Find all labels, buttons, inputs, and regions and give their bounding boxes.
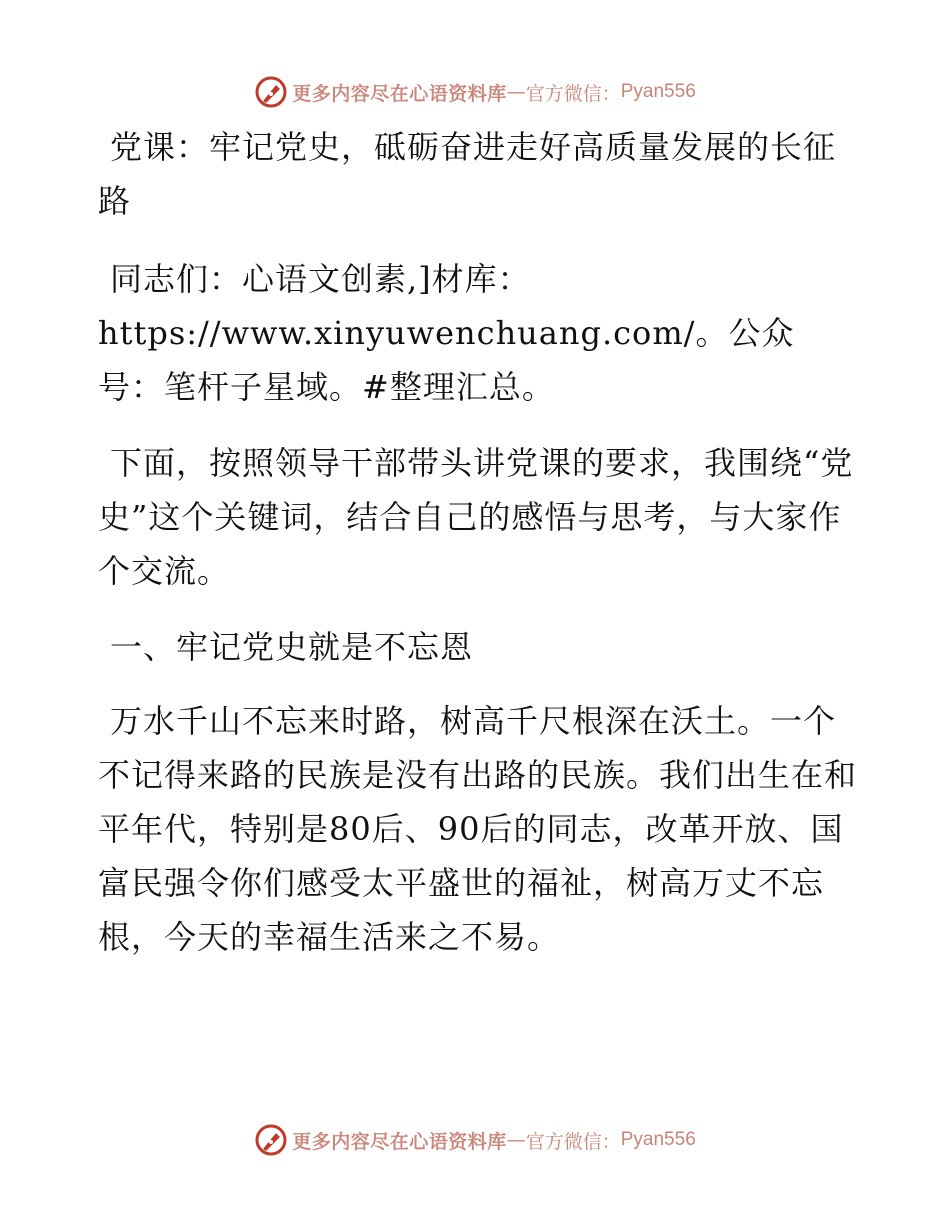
pen-nib-logo-icon — [254, 1123, 288, 1157]
opening-paragraph: 下面，按照领导干部带头讲党课的要求，我围绕“党史”这个关键词，结合自己的感悟与思考，与大家作个交流。 — [98, 444, 854, 590]
intro-paragraph: 同志们：心语文创素,]材库：https://www.xinyuwenchuang.com/。公众号：笔杆子星域。#整理汇总。 — [98, 260, 795, 406]
section-heading: 一、牢记党史就是不忘恩 — [110, 628, 474, 666]
watermark-separator: — — [506, 1129, 526, 1151]
watermark-brand-text: 更多内容尽在心语资料库 — [292, 1130, 507, 1153]
pen-nib-logo-icon — [254, 75, 288, 109]
document-body — [98, 120, 858, 986]
document-title: 党课：牢记党史，砥砺奋进走好高质量发展的长征路 — [98, 128, 837, 220]
section-body-paragraph: 万水千山不忘来时路，树高千尺根深在沃土。一个不记得来路的民族是没有出路的民族。我们出生在和平年代，特别是80后、90后的同志，改革开放、国富民强令你们感受太平盛世的福祉，树高万丈不忘根，今天的幸福生活来之不易。 — [98, 702, 858, 956]
watermark-wechat-id: Pyan556 — [620, 1129, 696, 1150]
header-watermark — [0, 70, 950, 114]
watermark-wechat-id: Pyan556 — [620, 81, 696, 102]
watermark-separator: — — [506, 81, 526, 103]
watermark-brand-text: 更多内容尽在心语资料库 — [292, 82, 507, 105]
watermark-label: 官方微信： — [525, 1130, 621, 1153]
watermark-label: 官方微信： — [525, 82, 621, 105]
footer-watermark — [0, 1118, 950, 1162]
